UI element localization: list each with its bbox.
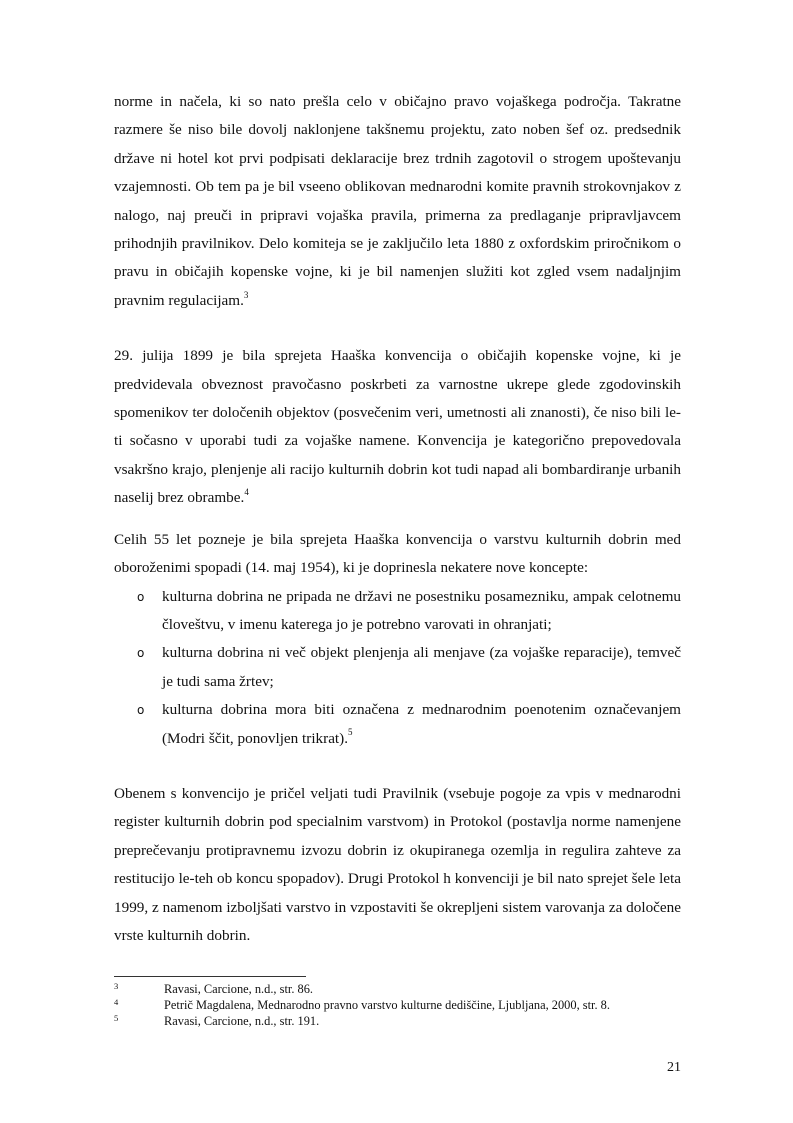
paragraph-spacer xyxy=(114,315,681,342)
bullet-circle-icon: o xyxy=(137,589,145,604)
paragraph-4 xyxy=(114,780,681,950)
paragraph-3 xyxy=(114,526,681,583)
paragraph-4-text: Obenem s konvencijo je pričel veljati tudi Pravilnik (vsebuje pogoje za vpis v mednarodni register kulturnih dobrin pod specialnim varstvom) in Protokol (postavlja norme namenjene preprečevanju protipravnemu izvozu dobrin iz okupiranega ozemlja in regulira zahteve za restitucijo le-teh ob koncu spopadov). Drugi Protokol h konvenciji je bil nato sprejet šele leta 1999, z namenom izboljšati varstvo in vzpostaviti še okrepljeni sistem varovanja za določene vrste kulturnih dobrin. xyxy=(114,784,681,944)
footnote-ref-4: 4 xyxy=(244,487,249,498)
footnote-ref-5: 5 xyxy=(348,727,353,738)
bullet-list xyxy=(114,583,681,753)
page-body xyxy=(114,88,681,950)
list-item-text: kulturna dobrina mora biti označena z mednarodnim poenotenim označevanjem (Modri ščit, ponovljen trikrat). xyxy=(162,701,681,747)
paragraph-spacer xyxy=(114,513,681,526)
footnote-4 xyxy=(114,997,681,1013)
footnote-number: 3 xyxy=(114,981,119,991)
list-item xyxy=(114,583,681,640)
paragraph-3-text: Celih 55 let pozneje je bila sprejeta Haaška konvencija o varstvu kulturnih dobrin med oboroženimi spopadi (14. maj 1954), ki je doprinesla nekatere nove koncepte: xyxy=(114,530,681,577)
footnote-text: Ravasi, Carcione, n.d., str. 191. xyxy=(164,1014,320,1028)
paragraph-2-text: 29. julija 1899 je bila sprejeta Haaška konvencija o običajih kopenske vojne, ki je predvidevala obveznost pravočasno poskrbeti za varnostne ukrepe glede zgodovinskih spomenikov ter določenih objektov (posvečenim veri, umetnosti ali znanosti), če niso bili le-ti sočasno v uporabi tudi za vojaške namene. Konvencija je kategorično prepovedovala vsakršno krajo, plenjenje ali racijo kulturnih dobrin kot tudi napad ali bombardiranje urbanih naselij brez obrambe. xyxy=(114,347,681,507)
footnote-3 xyxy=(114,981,681,997)
footnote-ref-3: 3 xyxy=(243,289,249,300)
page-number: 21 xyxy=(667,1060,681,1075)
footnotes xyxy=(114,981,681,1029)
footnote-separator xyxy=(114,976,306,977)
footnote-number: 5 xyxy=(114,1013,119,1023)
list-item xyxy=(114,639,681,696)
paragraph-1 xyxy=(114,88,681,315)
list-item xyxy=(114,696,681,753)
footnote-number: 4 xyxy=(114,997,119,1007)
list-item-text: kulturna dobrina ni več objekt plenjenja ali menjave (za vojaške reparacije), temveč je tudi sama žrtev; xyxy=(162,644,681,690)
bullet-circle-icon: o xyxy=(137,703,145,718)
footnote-text: Ravasi, Carcione, n.d., str. 86. xyxy=(164,982,314,996)
footnote-text: Petrič Magdalena, Mednarodno pravno varstvo kulturne dediščine, Ljubljana, 2000, str. 8. xyxy=(164,998,610,1012)
paragraph-spacer xyxy=(114,753,681,780)
list-item-text: kulturna dobrina ne pripada ne državi ne posestniku posamezniku, ampak celotnemu človeštvu, v imenu katerega jo je potrebno varovati in ohranjati; xyxy=(162,587,681,633)
footnote-5 xyxy=(114,1013,681,1029)
paragraph-2 xyxy=(114,342,681,512)
paragraph-1-text: norme in načela, ki so nato prešla celo v običajno pravo vojaškega področja. Takratne razmere še niso bile dovolj naklonjene takšnemu projektu, zato noben šef oz. predsednik države ni hotel kot prvi podpisati deklaracije brez trdnih zagotovil o strogem upoštevanju vzajemnosti. Ob tem pa je bil vseeno oblikovan mednarodni komite pravnih strokovnjakov z nalogo, naj preuči in pripravi vojaška pravila, primerna za predlaganje pripravljavcem prihodnjih pravilnikov. Delo komiteja se je zaključilo leta 1880 z oxfordskim priročnikom o pravu in običajih kopenske vojne, ki je bil namenjen služiti kot zgled vsem nadaljnjim pravnim regulacijam. xyxy=(114,93,681,309)
bullet-circle-icon: o xyxy=(137,646,145,661)
